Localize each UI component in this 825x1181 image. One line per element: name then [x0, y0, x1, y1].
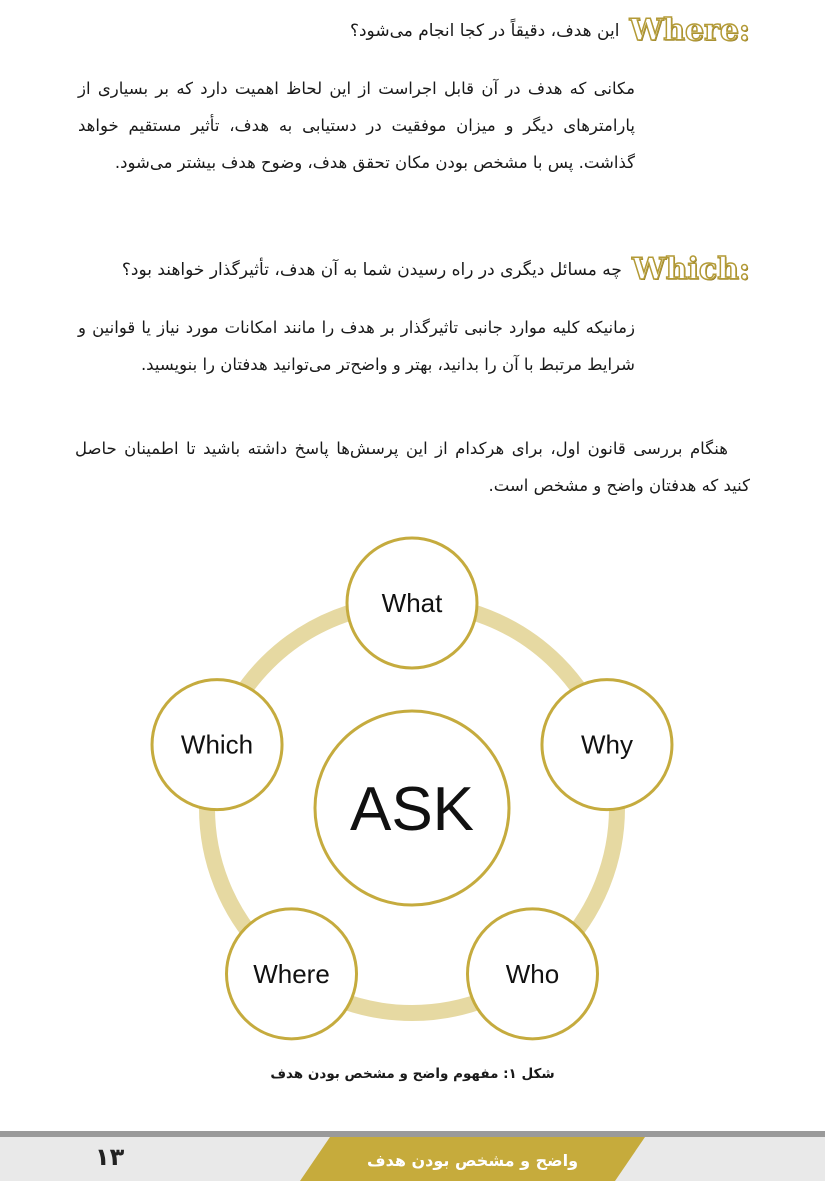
ask-diagram [0, 520, 825, 1060]
node-where [227, 909, 357, 1039]
page-number: ۱۳ [95, 1143, 125, 1171]
which-body: زمانیکه کلیه موارد جانبی تاثیرگذار بر هدف را مانند امکانات مورد نیاز یا قوانین و شرایط مرتبط با آن را بدانید، بهتر و واضح‌تر می‌توانید هدفتان را بنویسید. [78, 318, 635, 374]
node-why [542, 680, 672, 810]
node-label-where: Where [253, 958, 330, 989]
where-keyword: Where: [629, 13, 750, 48]
where-body: مکانی که هدف در آن قابل اجراست از این لحاظ اهمیت دارد که بر بسیاری از پارامترهای دیگر و میزان موفقیت در دستیابی به هدف، تأثیر مستقیم خواهد گذاشت. پس با مشخص بودن مکان تحقق هدف، وضوح هدف بیشتر می‌شود. [78, 79, 635, 172]
node-who [467, 909, 597, 1039]
where-heading [75, 13, 750, 48]
node-what [347, 538, 477, 668]
node-label-which: Which [180, 729, 254, 760]
which-heading [75, 252, 750, 287]
node-label-what: What [381, 588, 443, 618]
chapter-title: واضح و مشخص بودن هدف [366, 1151, 579, 1170]
center-node [315, 711, 509, 905]
node-label-why: Why [580, 729, 633, 760]
summary-paragraph: هنگام بررسی قانون اول، برای هرکدام از این پرسش‌ها پاسخ داشته باشید تا اطمینان حاصل کنید که هدفتان واضح و مشخص است. [75, 439, 750, 495]
which-question: چه مسائل دیگری در راه رسیدن شما به آن هدف، تأثیرگذار خواهند بود؟ [121, 260, 622, 280]
which-keyword: Which: [631, 252, 750, 287]
figure-caption: شکل ۱: مفهوم واضح و مشخص بودن هدف [270, 1066, 555, 1082]
center-label: ASK [349, 775, 475, 844]
where-question: این هدف، دقیقاً در کجا انجام می‌شود؟ [349, 21, 620, 41]
node-which [152, 680, 282, 810]
node-label-who: Who [505, 958, 560, 989]
